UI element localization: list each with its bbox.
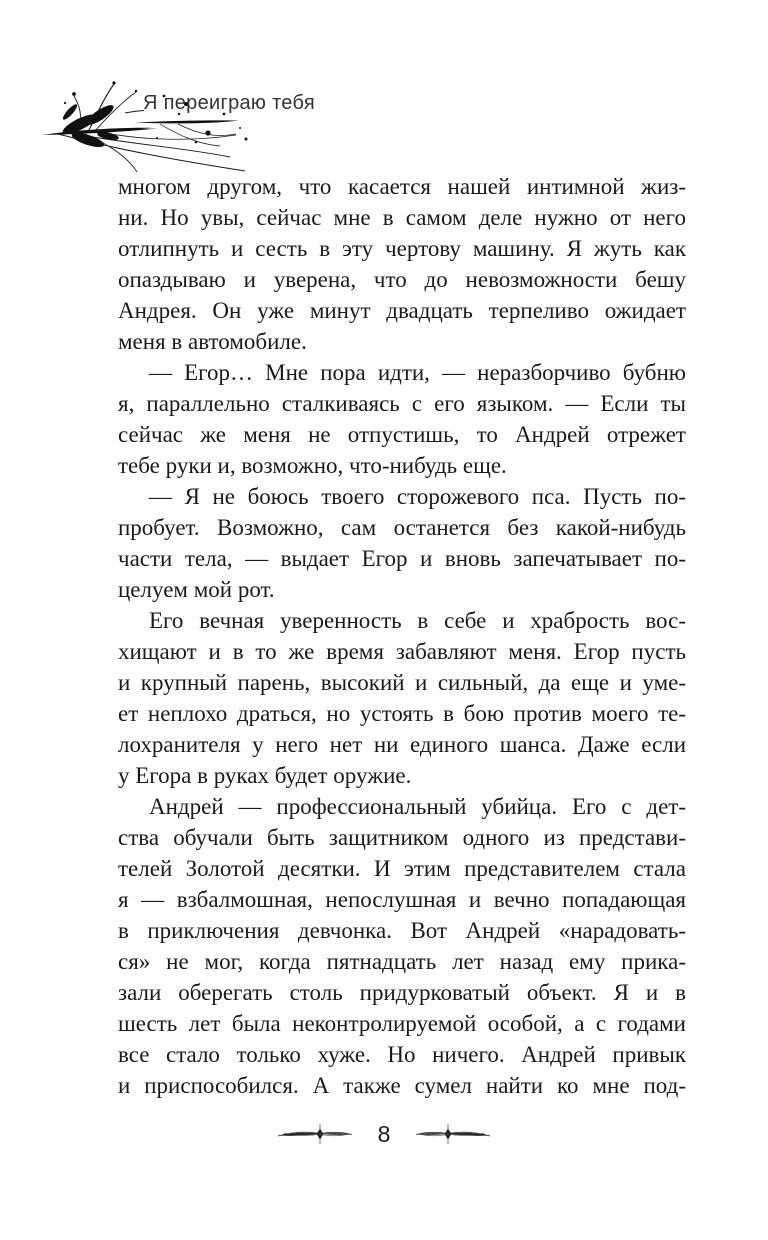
text-line: в приключения девчонка. Вот Андрей «нарадовать- — [118, 918, 686, 943]
text-line: я, параллельно сталкиваясь с его языком. — Если ты — [118, 391, 686, 416]
page-footer — [0, 1114, 768, 1154]
text-line: все стало только хуже. Но ничего. Андрей привык — [118, 1042, 686, 1067]
text-line: лохранителя у него нет ни единого шанса. Даже если — [118, 732, 686, 757]
text-line: и приспособился. А также сумел найти ко мне под- — [118, 1073, 686, 1098]
page-number: 8 — [377, 1120, 391, 1147]
text-line: я — взбалмошная, непослушная и вечно попадающая — [118, 887, 686, 912]
text-line: меня в автомобиле. — [118, 329, 307, 354]
text-line: ни. Но увы, сейчас мне в самом деле нужно от него — [118, 205, 686, 230]
running-title: Я переиграю тебя — [143, 92, 315, 114]
text-line: — Егор… Мне пора идти, — неразборчиво бубню — [149, 360, 686, 385]
swash-divider-icon — [414, 1122, 492, 1146]
text-line: и крупный парень, высокий и сильный, да еще и уме- — [118, 670, 686, 695]
text-line: шесть лет была неконтролируемой особой, а с годами — [118, 1011, 686, 1036]
text-line: телей Золотой десятки. И этим представителем стала — [118, 856, 686, 881]
text-line: тебе руки и, возможно, что-нибудь еще. — [118, 453, 507, 478]
text-line: Его вечная уверенность в себе и храбрость вос- — [149, 608, 686, 633]
text-line: опаздываю и уверена, что до невозможности бешу — [118, 267, 686, 292]
text-line: ства обучали быть защитником одного из представи- — [118, 825, 686, 850]
text-line: отлипнуть и сесть в эту чертову машину. Я жуть как — [118, 236, 686, 261]
text-line: — Я не боюсь твоего сторожевого пса. Пусть по- — [149, 484, 686, 509]
text-line: ся» не мог, когда пятнадцать лет назад ему прика- — [118, 949, 686, 974]
text-line: сейчас же меня не отпустишь, то Андрей отрежет — [118, 422, 686, 447]
text-line: Андрея. Он уже минут двадцать терпеливо ожидает — [118, 298, 686, 323]
text-line: хищают и в то же время забавляют меня. Егор пусть — [118, 639, 686, 664]
text-line: у Егора в руках будет оружие. — [118, 763, 412, 788]
text-line: пробует. Возможно, сам останется без какой-нибудь — [118, 515, 686, 540]
text-line: ет неплохо драться, но устоять в бою против моего те- — [118, 701, 686, 726]
text-line: Андрей — профессиональный убийца. Его с дет- — [149, 794, 686, 819]
text-line: зали оберегать столь придурковатый объект. Я и в — [118, 980, 686, 1005]
text-line: целуем мой рот. — [118, 577, 275, 602]
text-line: части тела, — выдает Егор и вновь запечатывает по- — [118, 546, 686, 571]
swash-divider-icon — [276, 1122, 354, 1146]
page-body — [118, 171, 686, 1101]
text-line: многом другом, что касается нашей интимной жиз- — [118, 174, 686, 199]
